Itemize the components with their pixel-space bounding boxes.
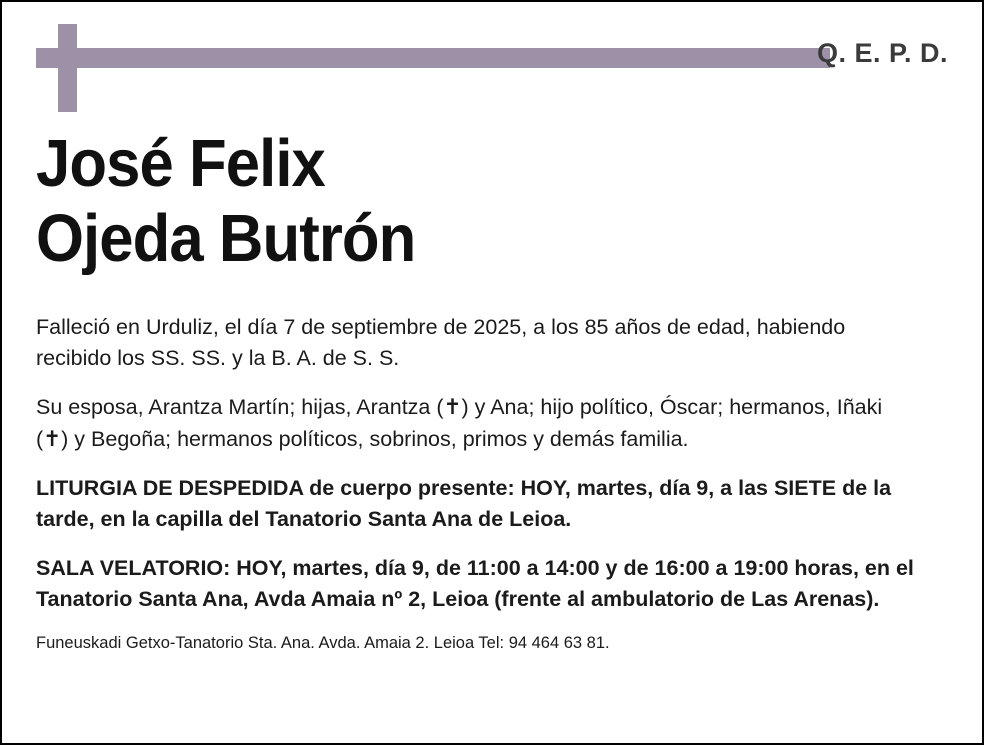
cross-icon	[36, 24, 98, 112]
family-paragraph: Su esposa, Arantza Martín; hijas, Arantza (✝) y Ana; hijo político, Óscar; hermanos, Iñaki (✝) y Begoña; hermanos políticos, sobrinos, primos y demás familia.	[36, 395, 883, 451]
deceased-name	[36, 126, 962, 276]
deceased-name-line-1: José Felix	[36, 126, 325, 201]
cross-vertical-bar	[58, 24, 77, 112]
obituary-header	[36, 24, 962, 112]
qepd-label: Q. E. P. D.	[816, 38, 948, 68]
liturgy-paragraph: LITURGIA DE DESPEDIDA de cuerpo presente: HOY, martes, día 9, a las SIETE de la tarde, en la capilla del Tanatorio Santa Ana de Leioa.	[36, 475, 892, 531]
header-rule	[93, 48, 830, 68]
cross-horizontal-bar	[36, 48, 98, 68]
funeral-home-footnote: Funeuskadi Getxo-Tanatorio Sta. Ana. Avda. Amaia 2. Leioa Tel: 94 464 63 81.	[36, 634, 610, 653]
obituary-content	[36, 24, 962, 733]
death-notice-paragraph: Falleció en Urduliz, el día 7 de septiembre de 2025, a los 85 años de edad, habiendo recibido los SS. SS. y la B. A. de S. S.	[36, 315, 846, 371]
wake-room-paragraph: SALA VELATORIO: HOY, martes, día 9, de 11:00 a 14:00 y de 16:00 a 19:00 horas, en el Tanatorio Santa Ana, Avda Amaia nº 2, Leioa (frente al ambulatorio de Las Arenas).	[36, 556, 914, 612]
deceased-name-line-2: Ojeda Butrón	[36, 201, 416, 277]
obituary-body	[36, 312, 962, 655]
